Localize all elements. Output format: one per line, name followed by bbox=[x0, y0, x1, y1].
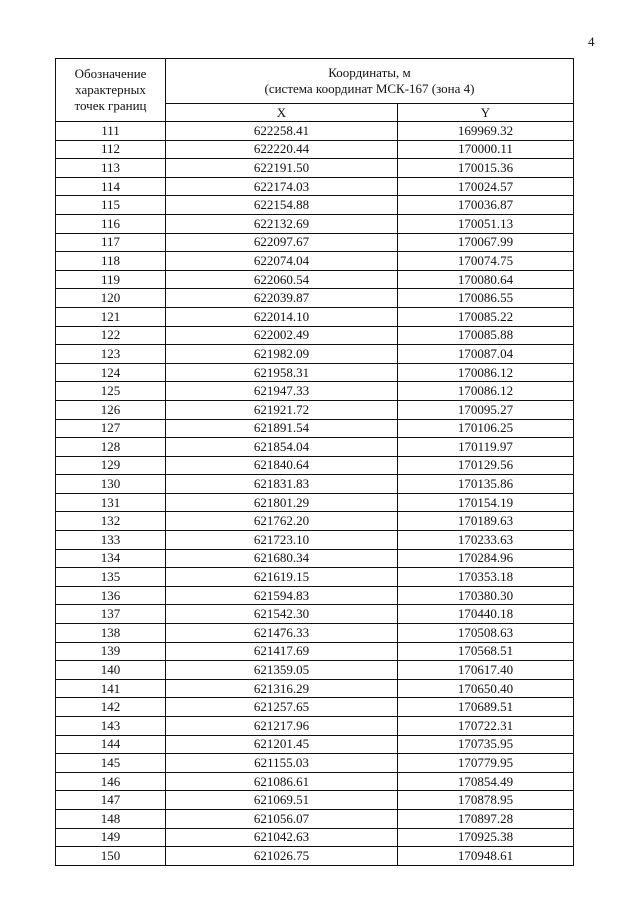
y-coordinate-cell: 170119.97 bbox=[398, 438, 574, 457]
x-coordinate-cell: 621217.96 bbox=[166, 717, 398, 736]
point-id-cell: 120 bbox=[56, 289, 166, 308]
x-coordinate-cell: 621026.75 bbox=[166, 847, 398, 866]
y-coordinate-cell: 170440.18 bbox=[398, 605, 574, 624]
coordinates-title: Координаты, м bbox=[328, 65, 411, 80]
x-column-header: X bbox=[166, 104, 398, 122]
table-row bbox=[56, 475, 574, 494]
point-id-cell: 114 bbox=[56, 177, 166, 196]
x-coordinate-cell: 622258.41 bbox=[166, 122, 398, 141]
point-id-cell: 140 bbox=[56, 661, 166, 680]
x-coordinate-cell: 621155.03 bbox=[166, 754, 398, 773]
y-coordinate-cell: 170779.95 bbox=[398, 754, 574, 773]
y-coordinate-cell: 170086.12 bbox=[398, 363, 574, 382]
point-id-cell: 138 bbox=[56, 624, 166, 643]
x-coordinate-cell: 621069.51 bbox=[166, 791, 398, 810]
y-coordinate-cell: 170129.56 bbox=[398, 456, 574, 475]
y-coordinate-cell: 170015.36 bbox=[398, 159, 574, 178]
x-coordinate-cell: 621921.72 bbox=[166, 400, 398, 419]
table-row bbox=[56, 363, 574, 382]
table-row bbox=[56, 345, 574, 364]
table-row bbox=[56, 140, 574, 159]
page-number: 4 bbox=[588, 34, 595, 49]
table-row bbox=[56, 456, 574, 475]
table-row bbox=[56, 735, 574, 754]
table-row bbox=[56, 679, 574, 698]
point-id-cell: 135 bbox=[56, 568, 166, 587]
point-id-cell: 129 bbox=[56, 456, 166, 475]
table-row bbox=[56, 531, 574, 550]
x-coordinate-cell: 622002.49 bbox=[166, 326, 398, 345]
point-id-cell: 132 bbox=[56, 512, 166, 531]
x-coordinate-cell: 622097.67 bbox=[166, 233, 398, 252]
table-row bbox=[56, 400, 574, 419]
x-coordinate-cell: 621476.33 bbox=[166, 624, 398, 643]
point-id-cell: 125 bbox=[56, 382, 166, 401]
point-id-cell: 113 bbox=[56, 159, 166, 178]
point-id-cell: 139 bbox=[56, 642, 166, 661]
table-row bbox=[56, 791, 574, 810]
table-row bbox=[56, 809, 574, 828]
table-row bbox=[56, 419, 574, 438]
point-id-cell: 146 bbox=[56, 772, 166, 791]
y-coordinate-cell: 170074.75 bbox=[398, 252, 574, 271]
table-row bbox=[56, 568, 574, 587]
point-id-cell: 145 bbox=[56, 754, 166, 773]
x-coordinate-cell: 622191.50 bbox=[166, 159, 398, 178]
y-coordinate-cell: 170095.27 bbox=[398, 400, 574, 419]
table-row bbox=[56, 549, 574, 568]
table-row bbox=[56, 828, 574, 847]
table-row bbox=[56, 326, 574, 345]
point-label-line-1: Обозначение bbox=[74, 66, 147, 81]
point-id-cell: 121 bbox=[56, 307, 166, 326]
coordinates-body bbox=[56, 122, 574, 866]
table-row bbox=[56, 586, 574, 605]
point-id-cell: 117 bbox=[56, 233, 166, 252]
y-coordinate-cell: 170650.40 bbox=[398, 679, 574, 698]
point-id-cell: 148 bbox=[56, 809, 166, 828]
table-row bbox=[56, 289, 574, 308]
table-row bbox=[56, 307, 574, 326]
point-id-cell: 141 bbox=[56, 679, 166, 698]
point-id-cell: 147 bbox=[56, 791, 166, 810]
point-label-line-2: характерных bbox=[75, 82, 146, 97]
y-coordinate-cell: 170086.55 bbox=[398, 289, 574, 308]
point-id-cell: 150 bbox=[56, 847, 166, 866]
x-coordinate-cell: 622014.10 bbox=[166, 307, 398, 326]
x-coordinate-cell: 621542.30 bbox=[166, 605, 398, 624]
x-coordinate-cell: 621619.15 bbox=[166, 568, 398, 587]
point-id-cell: 127 bbox=[56, 419, 166, 438]
point-id-cell: 126 bbox=[56, 400, 166, 419]
point-designation-header bbox=[56, 59, 166, 122]
x-coordinate-cell: 622154.88 bbox=[166, 196, 398, 215]
y-coordinate-cell: 170036.87 bbox=[398, 196, 574, 215]
point-id-cell: 149 bbox=[56, 828, 166, 847]
y-coordinate-cell: 170051.13 bbox=[398, 214, 574, 233]
x-coordinate-cell: 621762.20 bbox=[166, 512, 398, 531]
x-coordinate-cell: 621042.63 bbox=[166, 828, 398, 847]
y-coordinate-cell: 170189.63 bbox=[398, 512, 574, 531]
x-coordinate-cell: 621831.83 bbox=[166, 475, 398, 494]
x-coordinate-cell: 621417.69 bbox=[166, 642, 398, 661]
table-row bbox=[56, 642, 574, 661]
table-row bbox=[56, 605, 574, 624]
x-coordinate-cell: 621680.34 bbox=[166, 549, 398, 568]
y-coordinate-cell: 170106.25 bbox=[398, 419, 574, 438]
x-coordinate-cell: 621723.10 bbox=[166, 531, 398, 550]
point-id-cell: 116 bbox=[56, 214, 166, 233]
table-row bbox=[56, 177, 574, 196]
point-label-line-3: точек границ bbox=[74, 98, 147, 113]
table-row bbox=[56, 233, 574, 252]
point-id-cell: 142 bbox=[56, 698, 166, 717]
x-coordinate-cell: 621801.29 bbox=[166, 493, 398, 512]
x-coordinate-cell: 622074.04 bbox=[166, 252, 398, 271]
x-coordinate-cell: 622039.87 bbox=[166, 289, 398, 308]
y-column-header: Y bbox=[398, 104, 574, 122]
y-coordinate-cell: 170154.19 bbox=[398, 493, 574, 512]
x-coordinate-cell: 622220.44 bbox=[166, 140, 398, 159]
y-coordinate-cell: 170067.99 bbox=[398, 233, 574, 252]
table-row bbox=[56, 661, 574, 680]
point-id-cell: 136 bbox=[56, 586, 166, 605]
x-coordinate-cell: 622174.03 bbox=[166, 177, 398, 196]
y-coordinate-cell: 170380.30 bbox=[398, 586, 574, 605]
point-id-cell: 133 bbox=[56, 531, 166, 550]
y-coordinate-cell: 170878.95 bbox=[398, 791, 574, 810]
point-id-cell: 119 bbox=[56, 270, 166, 289]
point-id-cell: 130 bbox=[56, 475, 166, 494]
y-coordinate-cell: 170353.18 bbox=[398, 568, 574, 587]
y-coordinate-cell: 169969.32 bbox=[398, 122, 574, 141]
point-id-cell: 143 bbox=[56, 717, 166, 736]
x-coordinate-cell: 621359.05 bbox=[166, 661, 398, 680]
table-row bbox=[56, 772, 574, 791]
point-id-cell: 122 bbox=[56, 326, 166, 345]
table-row bbox=[56, 698, 574, 717]
coordinates-table bbox=[55, 58, 574, 866]
y-coordinate-cell: 170617.40 bbox=[398, 661, 574, 680]
point-id-cell: 124 bbox=[56, 363, 166, 382]
y-coordinate-cell: 170080.64 bbox=[398, 270, 574, 289]
table-row bbox=[56, 717, 574, 736]
y-coordinate-cell: 170284.96 bbox=[398, 549, 574, 568]
table-row bbox=[56, 512, 574, 531]
x-coordinate-cell: 622132.69 bbox=[166, 214, 398, 233]
y-coordinate-cell: 170925.38 bbox=[398, 828, 574, 847]
point-id-cell: 131 bbox=[56, 493, 166, 512]
y-coordinate-cell: 170722.31 bbox=[398, 717, 574, 736]
x-coordinate-cell: 621982.09 bbox=[166, 345, 398, 364]
point-id-cell: 123 bbox=[56, 345, 166, 364]
coordinates-header bbox=[166, 59, 574, 104]
table-row bbox=[56, 252, 574, 271]
table-row bbox=[56, 754, 574, 773]
coordinate-system: (система координат МСК-167 (зона 4) bbox=[264, 81, 475, 96]
table-row bbox=[56, 382, 574, 401]
table-row bbox=[56, 270, 574, 289]
point-id-cell: 111 bbox=[56, 122, 166, 141]
table-row bbox=[56, 493, 574, 512]
x-coordinate-cell: 621958.31 bbox=[166, 363, 398, 382]
y-coordinate-cell: 170568.51 bbox=[398, 642, 574, 661]
y-coordinate-cell: 170024.57 bbox=[398, 177, 574, 196]
x-coordinate-cell: 621086.61 bbox=[166, 772, 398, 791]
y-coordinate-cell: 170135.86 bbox=[398, 475, 574, 494]
y-coordinate-cell: 170854.49 bbox=[398, 772, 574, 791]
x-coordinate-cell: 621891.54 bbox=[166, 419, 398, 438]
point-id-cell: 144 bbox=[56, 735, 166, 754]
table-row bbox=[56, 624, 574, 643]
table-row bbox=[56, 122, 574, 141]
y-coordinate-cell: 170085.88 bbox=[398, 326, 574, 345]
x-coordinate-cell: 621594.83 bbox=[166, 586, 398, 605]
y-coordinate-cell: 170508.63 bbox=[398, 624, 574, 643]
x-coordinate-cell: 622060.54 bbox=[166, 270, 398, 289]
point-id-cell: 137 bbox=[56, 605, 166, 624]
y-coordinate-cell: 170897.28 bbox=[398, 809, 574, 828]
x-coordinate-cell: 621840.64 bbox=[166, 456, 398, 475]
point-id-cell: 134 bbox=[56, 549, 166, 568]
table-row bbox=[56, 438, 574, 457]
point-id-cell: 128 bbox=[56, 438, 166, 457]
x-coordinate-cell: 621316.29 bbox=[166, 679, 398, 698]
y-coordinate-cell: 170087.04 bbox=[398, 345, 574, 364]
table-row bbox=[56, 159, 574, 178]
x-coordinate-cell: 621056.07 bbox=[166, 809, 398, 828]
point-id-cell: 112 bbox=[56, 140, 166, 159]
y-coordinate-cell: 170086.12 bbox=[398, 382, 574, 401]
point-id-cell: 118 bbox=[56, 252, 166, 271]
x-coordinate-cell: 621947.33 bbox=[166, 382, 398, 401]
x-coordinate-cell: 621201.45 bbox=[166, 735, 398, 754]
y-coordinate-cell: 170689.51 bbox=[398, 698, 574, 717]
x-coordinate-cell: 621257.65 bbox=[166, 698, 398, 717]
point-id-cell: 115 bbox=[56, 196, 166, 215]
y-coordinate-cell: 170000.11 bbox=[398, 140, 574, 159]
x-coordinate-cell: 621854.04 bbox=[166, 438, 398, 457]
y-coordinate-cell: 170735.95 bbox=[398, 735, 574, 754]
table-row bbox=[56, 214, 574, 233]
y-coordinate-cell: 170233.63 bbox=[398, 531, 574, 550]
y-coordinate-cell: 170948.61 bbox=[398, 847, 574, 866]
table-row bbox=[56, 847, 574, 866]
table-row bbox=[56, 196, 574, 215]
y-coordinate-cell: 170085.22 bbox=[398, 307, 574, 326]
